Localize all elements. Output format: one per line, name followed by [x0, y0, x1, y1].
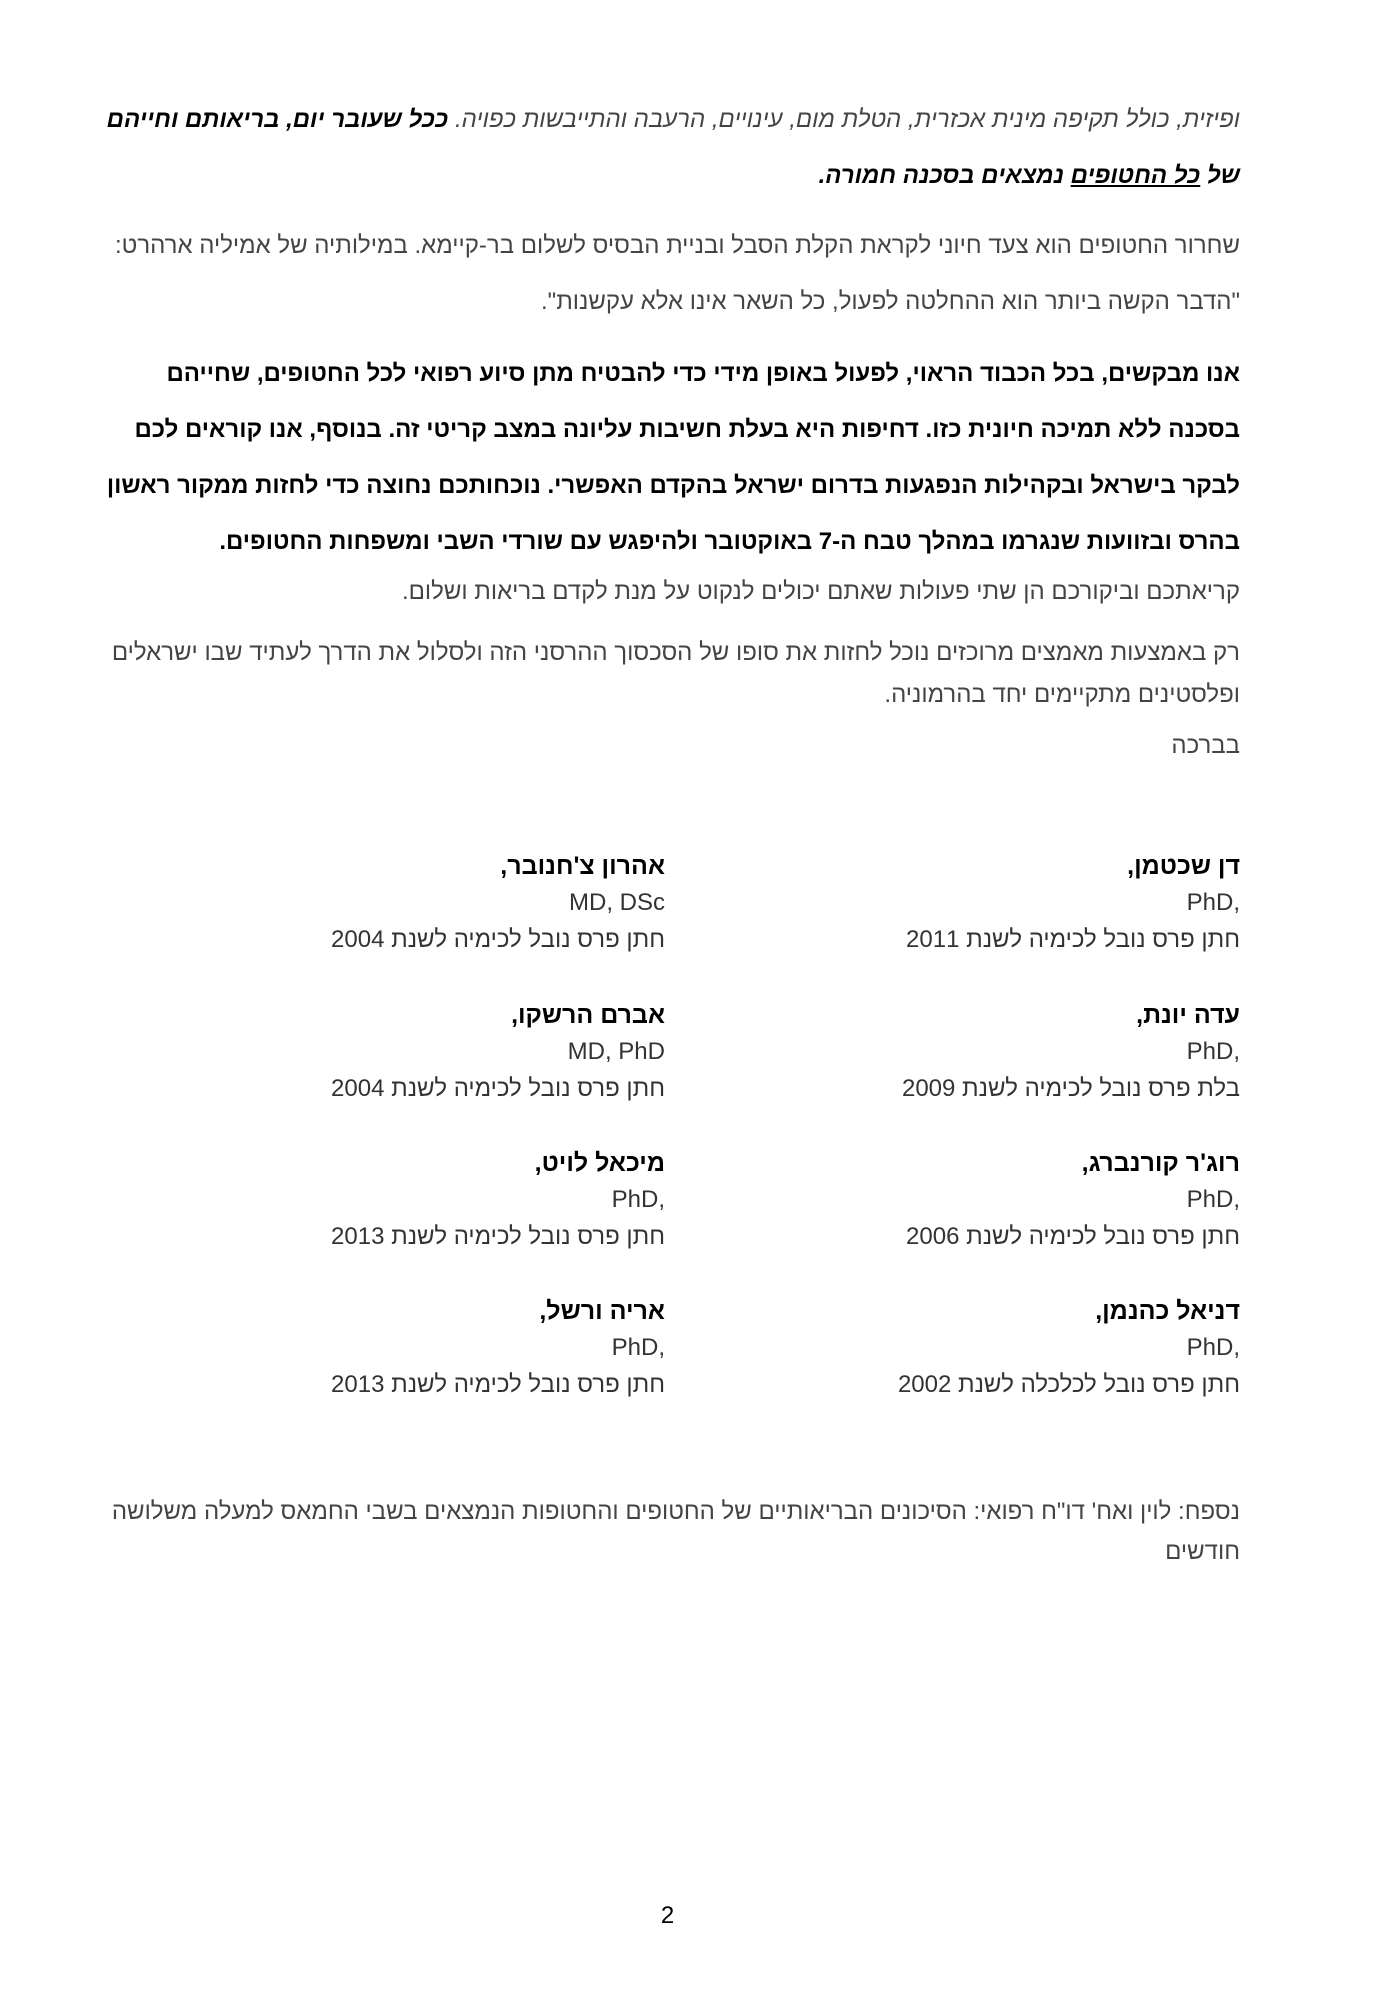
- signatory-award: חתן פרס נובל לכלכלה לשנת 2002: [897, 1371, 1240, 1398]
- signatory-degree: PhD,: [1186, 1038, 1240, 1065]
- signatory-name: דן שכטמן,: [1127, 852, 1240, 880]
- signatory: [820, 1145, 1240, 1255]
- signatory-award: חתן פרס נובל לכימיה לשנת 2013: [331, 1223, 665, 1250]
- signatory-name: עדה יונת,: [1136, 1001, 1240, 1029]
- appendix-note: נספח: לוין ואח' דו"ח רפואי: הסיכונים הבריאותיים של החטופים והחטופות הנמצאים בשבי החמאס למעלה משלושה חודשים: [111, 1498, 1240, 1565]
- signatory-degree: MD, PhD: [567, 1038, 665, 1065]
- signatory-name: אברם הרשקו,: [511, 1001, 665, 1029]
- p1-bold-part-b: נמצאים בסכנה חמורה.: [818, 162, 1071, 189]
- signatory-degree: PhD,: [611, 1186, 665, 1213]
- page-number: 2: [660, 1902, 675, 1929]
- signatory: [245, 997, 665, 1107]
- p1-italic-text: ופיזית, כולל תקיפה מינית אכזרית, הטלת מום, עינויים, הרעבה והתייבשות כפויה.: [448, 106, 1240, 133]
- signatory-name: מיכאל לויט,: [534, 1149, 665, 1177]
- signatory: [820, 848, 1240, 958]
- signatory-award: חתן פרס נובל לכימיה לשנת 2004: [331, 926, 665, 953]
- paragraph-health-risk: [92, 92, 1240, 204]
- signatory-award: חתן פרס נובל לכימיה לשנת 2011: [906, 926, 1240, 953]
- signatory-name: אריה ורשל,: [539, 1297, 665, 1325]
- signatory: [820, 1293, 1240, 1403]
- signatory: [245, 1293, 665, 1403]
- signatory-name: אהרון צ'חנובר,: [500, 852, 665, 880]
- paragraph-release-hostages: שחרור החטופים הוא צעד חיוני לקראת הקלת הסבל ובניית הבסיס לשלום בר-קיימא. במילותיה של אמיליה ארהרט: "הדבר הקשה ביותר הוא ההחלטה לפעול, כל השאר אינו אלא עקשנות".: [115, 232, 1240, 315]
- p1-underlined-text: כל החטופים: [1070, 162, 1201, 189]
- signatory-degree: MD, DSc: [569, 889, 665, 916]
- paragraph-concerted-efforts: רק באמצעות מאמצים מרוכזים נוכל לחזות את סופו של הסכסוך ההרסני הזה ולסלול את הדרך לעתיד שבו ישראלים ופלסטינים מתקיימים יחד בהרמוניה.: [111, 639, 1240, 708]
- letter-body: [92, 92, 1240, 766]
- signatory-degree: PhD,: [1186, 889, 1240, 916]
- signatory-degree: PhD,: [1186, 1186, 1240, 1213]
- signatory-award: חתן פרס נובל לכימיה לשנת 2004: [331, 1075, 665, 1102]
- paragraph-call-and-visit: קריאתכם וביקורכם הן שתי פעולות שאתם יכולים לנקוט על מנת לקדם בריאות ושלום.: [401, 578, 1240, 605]
- signatory: [245, 848, 665, 958]
- signatory-award: בלת פרס נובל לכימיה לשנת 2009: [901, 1075, 1240, 1102]
- signatory: [820, 997, 1240, 1107]
- signatory-name: רוג'ר קורנברג,: [1081, 1149, 1240, 1177]
- signatory: [245, 1145, 665, 1255]
- signatory-award: חתן פרס נובל לכימיה לשנת 2006: [906, 1223, 1240, 1250]
- signatory-award: חתן פרס נובל לכימיה לשנת 2013: [331, 1371, 665, 1398]
- paragraph-request: אנו מבקשים, בכל הכבוד הראוי, לפעול באופן מידי כדי להבטיח מתן סיוע רפואי לכל החטופים, שחייהם בסכנה ללא תמיכה חיונית כזו. דחיפות היא בעלת חשיבות עליונה במצב קריטי זה. בנוסף, אנו קוראים לכם לבקר בישראל ובקהילות הנפגעות בדרום ישראל בהקדם האפשרי. נוכחותכם נחוצה כדי לחזות ממקור ראשון בהרס ובזוועות שנגרמו במהלך טבח ה-7 באוקטובר ולהיפגש עם שורדי השבי ומשפחות החטופים.: [106, 360, 1240, 555]
- closing-greeting: בברכה: [1171, 732, 1240, 759]
- signatory-degree: PhD,: [1186, 1334, 1240, 1361]
- p1-bold-part-a: ככל שעובר יום, בריאותם וחייהם של: [106, 106, 1240, 189]
- signatory-degree: PhD,: [611, 1334, 665, 1361]
- signatory-name: דניאל כהנמן,: [1095, 1297, 1240, 1325]
